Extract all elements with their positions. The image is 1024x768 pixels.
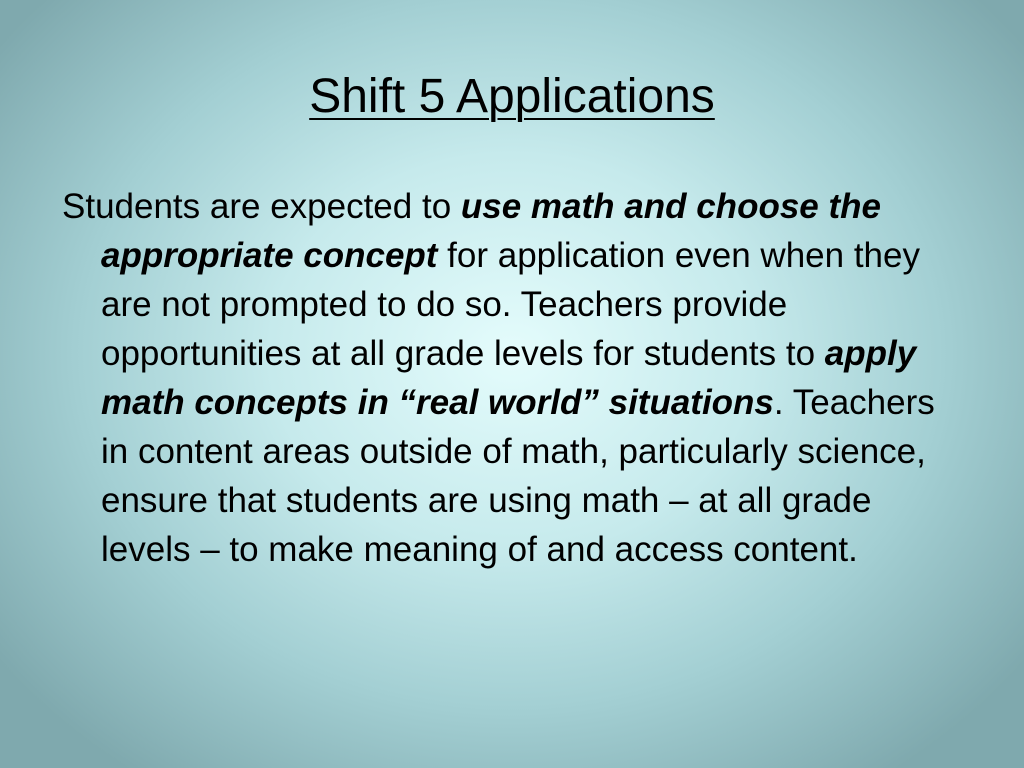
body-text-segment: for application even when they are not prompted to do so. Teachers provide opportunities at all grade levels for students to (101, 236, 920, 373)
slide-title-text: Shift 5 Applications (309, 70, 715, 123)
body-text-segment: . Teachers in content areas outside of math, particularly science, ensure that students are using math – at all grade levels – to make meaning of and access content. (101, 383, 935, 569)
slide-title (0, 62, 1024, 132)
body-paragraph (62, 182, 962, 574)
emphasized-text-segment: apply math concepts in “real world” situations (101, 334, 917, 422)
body-text-segment: Students are expected to (62, 187, 461, 226)
slide-body (62, 182, 962, 574)
emphasized-text-segment: use math and choose the appropriate concept (101, 187, 881, 275)
